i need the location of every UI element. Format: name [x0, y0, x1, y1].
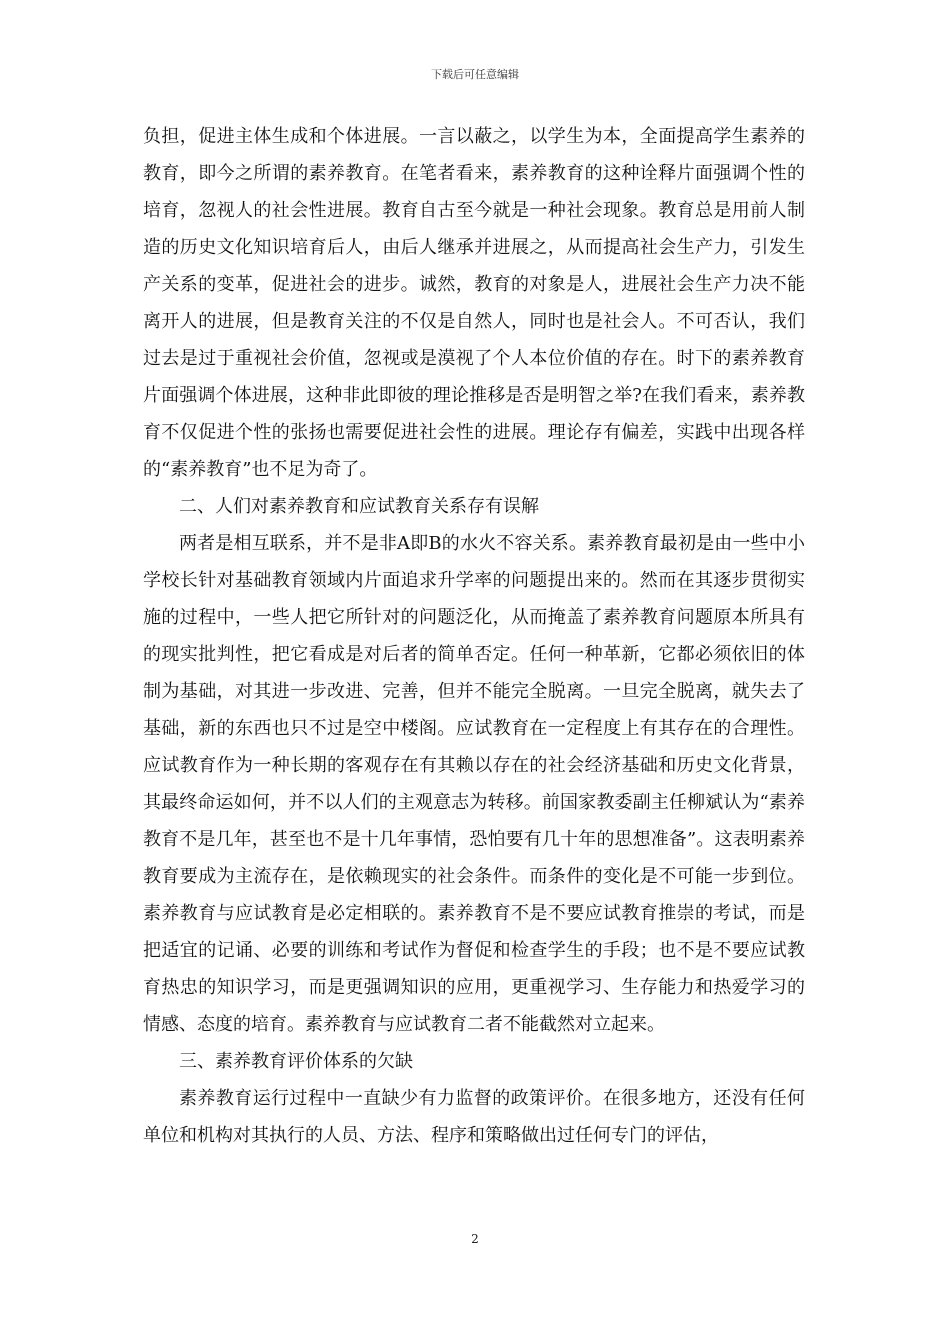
paragraph-section-3: 素养教育运行过程中一直缺少有力监督的政策评价。在很多地方，还没有任何单位和机构对其执行的人员、方法、程序和策略做出过任何专门的评估， — [143, 1088, 805, 1146]
section-heading-2: 二、人们对素养教育和应试教育关系存有误解 — [179, 496, 539, 517]
body-text — [143, 118, 805, 1154]
paragraph-section-2: 两者是相互联系，并不是非A即B的水火不容关系。素养教育最初是由一些中小学校长针对基础教育领域内片面追求升学率的问题提出来的。然而在其逐步贯彻实施的过程中，一些人把它所针对的问题泛化，从而掩盖了素养教育问题原本所具有的现实批判性，把它看成是对后者的简单否定。任何一种革新，它都必须依旧的体制为基础，对其进一步改进、完善，但并不能完全脱离。一旦完全脱离，就失去了基础，新的东西也只不过是空中楼阁。应试教育在一定程度上有其存在的合理性。应试教育作为一种长期的客观存在有其赖以存在的社会经济基础和历史文化背景，其最终命运如何，并不以人们的主观意志为转移。前国家教委副主任柳斌认为“素养教育不是几年，甚至也不是十几年事情，恐怕要有几十年的思想准备”。这表明素养教育要成为主流存在，是依赖现实的社会条件。而条件的变化是不可能一步到位。素养教育与应试教育是必定相联的。素养教育不是不要应试教育推崇的考试，而是把适宜的记诵、必要的训练和考试作为督促和检查学生的手段；也不是不要应试教育热忠的知识学习，而是更强调知识的应用，更重视学习、生存能力和热爱学习的情感、态度的培育。素养教育与应试教育二者不能截然对立起来。 — [143, 533, 805, 1035]
paragraph-continuation: 负担，促进主体生成和个体进展。一言以蔽之，以学生为本，全面提高学生素养的教育，即今之所谓的素养教育。在笔者看来，素养教育的这种诠释片面强调个性的培育，忽视人的社会性进展。教育自古至今就是一种社会现象。教育总是用前人制造的历史文化知识培育后人，由后人继承并进展之，从而提高社会生产力，引发生产关系的变革，促进社会的进步。诚然，教育的对象是人，进展社会生产力决不能离开人的进展，但是教育关注的不仅是自然人，同时也是社会人。不可否认，我们过去是过于重视社会价值，忽视或是漠视了个人本位价值的存在。时下的素养教育片面强调个体进展，这种非此即彼的理论推移是否是明智之举?在我们看来，素养教育不仅促进个性的张扬也需要促进社会性的进展。理论存有偏差，实践中出现各样的“素养教育”也不足为奇了。 — [143, 126, 805, 480]
header-note: 下载后可任意编辑 — [431, 68, 519, 81]
section-heading-3: 三、素养教育评价体系的欠缺 — [179, 1051, 413, 1072]
page-number: 2 — [471, 1232, 479, 1246]
